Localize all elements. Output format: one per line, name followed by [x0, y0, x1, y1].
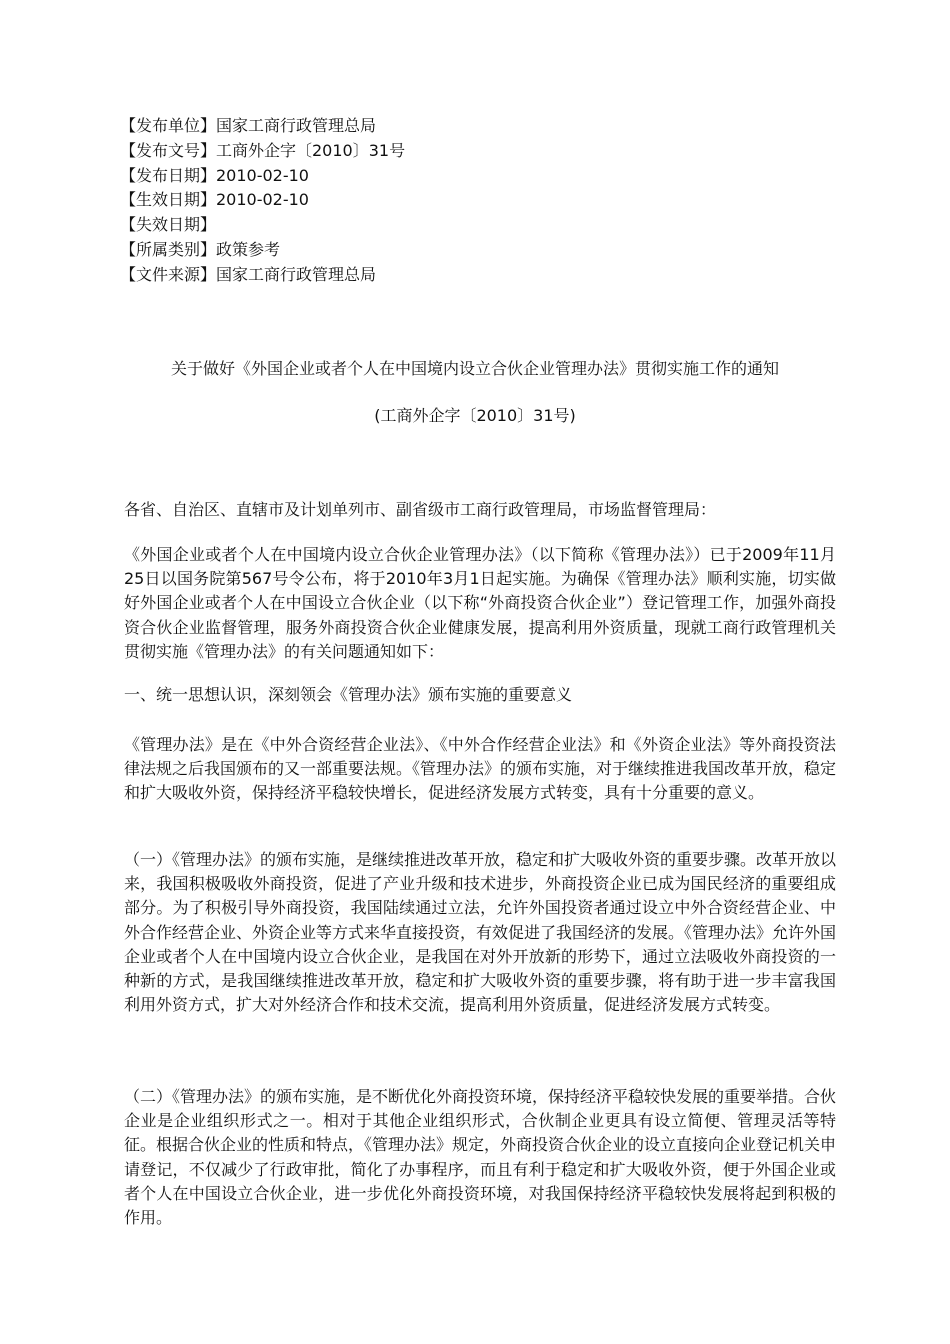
meta-publish-date: 【发布日期】2010-02-10 — [120, 165, 309, 185]
document-title: 关于做好《外国企业或者个人在中国境内设立合伙企业管理办法》贯彻实施工作的通知 — [170, 359, 779, 378]
intro-paragraph: 《外国企业或者个人在中国境内设立合伙企业管理办法》（以下简称《管理办法》）已于2009年11月25日以国务院第567号令公布，将于2010年3月1日起实施。为确保《管理办法》顺利实施，切实做好外国企业或者个人在中国设立合伙企业（以下称“外商投资合伙企业”）登记管理工作，加强外商投资合伙企业监督管理，服务外商投资合伙企业健康发展，提高利用外资质量，现就工商行政管理机关贯彻实施《管理办法》的有关问题通知如下： — [124, 545, 836, 661]
meta-publisher: 【发布单位】国家工商行政管理总局 — [120, 116, 377, 135]
document-number: (工商外企字〔2010〕31号) — [374, 406, 576, 425]
meta-category: 【所属类别】政策参考 — [120, 239, 281, 259]
meta-effective-date: 【生效日期】2010-02-10 — [120, 190, 309, 210]
meta-doc-number: 【发布文号】工商外企字〔2010〕31号 — [120, 140, 406, 160]
document-metadata — [120, 114, 720, 288]
meta-source: 【文件来源】国家工商行政管理总局 — [120, 264, 377, 284]
section-1-heading: 一、统一思想认识，深刻领会《管理办法》颁布实施的重要意义 — [124, 685, 573, 704]
addressee-paragraph: 各省、自治区、直辖市及计划单列市、副省级市工商行政管理局，市场监督管理局： — [124, 500, 717, 519]
subsection-1-paragraph: （一）《管理办法》的颁布实施，是继续推进改革开放，稳定和扩大吸收外资的重要步骤。改革开放以来，我国积极吸收外商投资，促进了产业升级和技术进步，外商投资企业已成为国民经济的重要组成部分。为了积极引导外商投资，我国陆续通过立法，允许外国投资者通过设立中外合资经营企业、中外合作经营企业、外资企业等方式来华直接投资，有效促进了我国经济的发展。《管理办法》允许外国企业或者个人在中国境内设立合伙企业，是我国在对外开放新的形势下，通过立法吸收外商投资的一种新的方式，是我国继续推进改革开放，稳定和扩大吸收外资的重要步骤，将有助于进一步丰富我国利用外资方式，扩大对外经济合作和技术交流，提高利用外资质量，促进经济发展方式转变。 — [124, 850, 837, 1015]
subsection-2-paragraph: （二）《管理办法》的颁布实施，是不断优化外商投资环境，保持经济平稳较快发展的重要举措。合伙企业是企业组织形式之一。相对于其他企业组织形式，合伙制企业更具有设立简便、管理灵活等特征。根据合伙企业的性质和特点，《管理办法》规定，外商投资合伙企业的设立直接向企业登记机关申请登记，不仅减少了行政审批，简化了办事程序，而且有利于稳定和扩大吸收外资，便于外国企业或者个人在中国设立合伙企业，进一步优化外商投资环境，对我国保持经济平稳较快发展将起到积极的作用。 — [124, 1087, 837, 1228]
section-1-paragraph: 《管理办法》是在《中外合资经营企业法》、《中外合作经营企业法》和《外资企业法》等外商投资法律法规之后我国颁布的又一部重要法规。《管理办法》的颁布实施，对于继续推进我国改革开放，稳定和扩大吸收外资，保持经济平稳较快增长，促进经济发展方式转变，具有十分重要的意义。 — [124, 735, 837, 803]
meta-expiry-date: 【失效日期】 — [120, 215, 217, 235]
